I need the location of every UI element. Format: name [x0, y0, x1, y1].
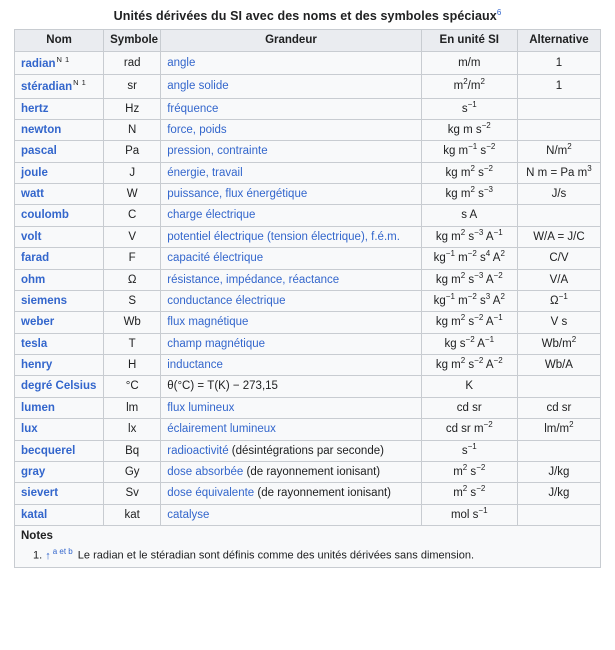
cell-alternative-expression [517, 504, 600, 525]
unit-name-link[interactable]: degré Celsius [21, 380, 97, 393]
note-number: 1. [33, 550, 46, 563]
cell-si-expression: $s^{-1}$ [421, 98, 517, 119]
cell-unit-symbol: Hz [104, 98, 161, 119]
cell-si-expression: $s^{-1}$ [421, 440, 517, 461]
unit-name-link[interactable]: newton [21, 123, 62, 136]
column-header-alternative: Alternative [517, 30, 600, 52]
quantity-plain-text: θ(°C) = T(K) − 273,15 [167, 380, 278, 393]
cell-quantity[interactable] [161, 162, 421, 183]
cell-unit-symbol: J [104, 162, 161, 183]
cell-alternative-expression: C/V [517, 248, 600, 269]
unit-name-link[interactable]: sievert [21, 487, 59, 500]
cell-si-expression: $kg^{-1}$ $m^{-2}$ $s^4$ $A^2$ [421, 248, 517, 269]
cell-quantity[interactable] [161, 290, 421, 311]
notes-list [21, 546, 594, 564]
quantity-link[interactable]: angle [167, 57, 196, 70]
cell-si-expression: cd sr $m^{-2}$ [421, 419, 517, 440]
table-row [15, 355, 601, 376]
cell-unit-name[interactable] [15, 269, 104, 290]
caption-reference-link[interactable]: 6 [496, 8, 502, 17]
table-row [15, 141, 601, 162]
table-row [15, 440, 601, 461]
unit-name-link[interactable]: becquerel [21, 444, 76, 457]
cell-si-expression: kg $s^{-2}$ $A^{-1}$ [421, 333, 517, 354]
cell-si-expression: kg $m^2$ $s^{-3}$ $A^{-2}$ [421, 269, 517, 290]
cell-alternative-expression: J/s [517, 184, 600, 205]
cell-alternative-expression: J/kg [517, 483, 600, 504]
cell-si-expression: cd sr [421, 397, 517, 418]
cell-alternative-expression: 1 [517, 52, 600, 75]
cell-unit-name[interactable] [15, 141, 104, 162]
cell-unit-name[interactable] [15, 483, 104, 504]
column-header-symbole: Symbole [104, 30, 161, 52]
quantity-link[interactable]: charge électrique [167, 209, 256, 222]
table-row [15, 205, 601, 226]
unit-name-link[interactable]: joule [21, 166, 48, 179]
quantity-plain-text: (de rayonnement ionisant) [243, 465, 381, 478]
cell-quantity[interactable] [161, 75, 421, 98]
cell-quantity[interactable] [161, 52, 421, 75]
table-row [15, 333, 601, 354]
unit-name-link[interactable]: lumen [21, 401, 55, 414]
cell-quantity[interactable] [161, 205, 421, 226]
cell-si-expression: mol $s^{-1}$ [421, 504, 517, 525]
unit-name-link[interactable]: farad [21, 252, 50, 265]
cell-alternative-expression [517, 98, 600, 119]
cell-si-expression: $m^2/m^2$ [421, 75, 517, 98]
unit-name-link[interactable]: hertz [21, 102, 49, 115]
cell-quantity[interactable] [161, 461, 421, 482]
quantity-plain-text: (de rayonnement ionisant) [254, 487, 392, 500]
cell-alternative-expression: N m = Pa $m^3$ [517, 162, 600, 183]
table-row [15, 184, 601, 205]
cell-unit-name[interactable] [15, 205, 104, 226]
cell-si-expression: kg $m^2$ $s^{-2}$ $A^{-2}$ [421, 355, 517, 376]
cell-alternative-expression: $\Omega^{-1}$ [517, 290, 600, 311]
cell-unit-symbol: T [104, 333, 161, 354]
cell-quantity[interactable] [161, 312, 421, 333]
quantity-link[interactable]: champ magnétique [167, 337, 266, 350]
cell-si-expression: m/m [421, 52, 517, 75]
unit-name-link[interactable]: gray [21, 465, 46, 478]
cell-si-expression: kg $m^2$ $s^{-2}$ $A^{-1}$ [421, 312, 517, 333]
cell-si-expression: s A [421, 205, 517, 226]
cell-unit-name[interactable] [15, 119, 104, 140]
quantity-link[interactable]: radioactivité [167, 444, 229, 457]
unit-name-link[interactable]: weber [21, 316, 55, 329]
cell-quantity[interactable] [161, 141, 421, 162]
cell-quantity[interactable] [161, 397, 421, 418]
cell-quantity[interactable] [161, 504, 421, 525]
cell-unit-symbol: sr [104, 75, 161, 98]
cell-unit-name[interactable] [15, 504, 104, 525]
quantity-link[interactable]: flux magnétique [167, 316, 249, 329]
cell-alternative-expression [517, 119, 600, 140]
table-row [15, 397, 601, 418]
cell-alternative-expression: V/A [517, 269, 600, 290]
cell-si-expression: $m^2$ $s^{-2}$ [421, 461, 517, 482]
table-caption [14, 0, 601, 29]
cell-unit-symbol: H [104, 355, 161, 376]
cell-alternative-expression: J/kg [517, 461, 600, 482]
cell-unit-symbol: S [104, 290, 161, 311]
unit-name-link[interactable]: radian [21, 57, 56, 70]
quantity-link[interactable]: conductance électrique [167, 294, 286, 307]
cell-alternative-expression: cd sr [517, 397, 600, 418]
cell-si-expression: kg $m^2$ $s^{-2}$ [421, 162, 517, 183]
cell-quantity[interactable] [161, 269, 421, 290]
quantity-link[interactable]: angle solide [167, 80, 229, 93]
cell-alternative-expression: Wb/A [517, 355, 600, 376]
cell-quantity[interactable] [161, 483, 421, 504]
table-row [15, 461, 601, 482]
note-text: Le radian et le stéradian sont définis comme des unités dérivées sans dimension. [74, 550, 475, 563]
table-row [15, 290, 601, 311]
cell-unit-symbol: Bq [104, 440, 161, 461]
cell-unit-symbol: Gy [104, 461, 161, 482]
cell-unit-name[interactable] [15, 355, 104, 376]
cell-si-expression: kg m $s^{-2}$ [421, 119, 517, 140]
quantity-link[interactable]: flux lumineux [167, 401, 235, 414]
cell-alternative-expression [517, 205, 600, 226]
table-row [15, 119, 601, 140]
footnote-marker[interactable]: N 1 [73, 78, 87, 88]
cell-alternative-expression [517, 440, 600, 461]
quantity-plain-text: (désintégrations par seconde) [228, 444, 384, 457]
cell-alternative-expression [517, 376, 600, 397]
table-row [15, 504, 601, 525]
cell-alternative-expression: W/A = J/C [517, 226, 600, 247]
column-header-grandeur: Grandeur [161, 30, 421, 52]
unit-name-link[interactable]: siemens [21, 294, 68, 307]
cell-unit-symbol: Ω [104, 269, 161, 290]
quantity-link[interactable]: catalyse [167, 508, 210, 521]
quantity-link[interactable]: potentiel électrique (tension électrique), f.é.m. [167, 230, 400, 243]
cell-alternative-expression: $N/m^2$ [517, 141, 600, 162]
cell-unit-symbol: °C [104, 376, 161, 397]
cell-unit-symbol: lx [104, 419, 161, 440]
cell-unit-symbol: N [104, 119, 161, 140]
cell-unit-name[interactable] [15, 248, 104, 269]
quantity-link[interactable]: fréquence [167, 102, 219, 115]
cell-unit-symbol: kat [104, 504, 161, 525]
cell-unit-name[interactable] [15, 184, 104, 205]
unit-name-link[interactable]: ohm [21, 273, 46, 286]
cell-unit-name[interactable] [15, 75, 104, 98]
notes-row [15, 526, 601, 568]
cell-si-expression: $kg^{-1}$ $m^{-2}$ $s^3$ $A^2$ [421, 290, 517, 311]
cell-si-expression: kg $m^2$ $s^{-3}$ $A^{-1}$ [421, 226, 517, 247]
cell-unit-name[interactable] [15, 162, 104, 183]
quantity-link[interactable]: énergie, travail [167, 166, 243, 179]
cell-si-expression: K [421, 376, 517, 397]
table-row [15, 376, 601, 397]
note-backlink-arrow-icon[interactable]: ↑ [45, 550, 51, 563]
cell-quantity[interactable] [161, 184, 421, 205]
cell-quantity[interactable] [161, 98, 421, 119]
cell-alternative-expression: 1 [517, 75, 600, 98]
table-row [15, 248, 601, 269]
cell-unit-symbol: lm [104, 397, 161, 418]
cell-quantity[interactable] [161, 419, 421, 440]
quantity-link[interactable]: résistance, impédance, réactance [167, 273, 340, 286]
note-item [33, 546, 594, 564]
table-row [15, 226, 601, 247]
cell-alternative-expression: $Wb/m^2$ [517, 333, 600, 354]
cell-quantity[interactable] [161, 333, 421, 354]
quantity-link[interactable]: dose équivalente [167, 487, 255, 500]
cell-unit-name[interactable] [15, 52, 104, 75]
cell-unit-name[interactable] [15, 226, 104, 247]
notes-cell [15, 526, 601, 568]
cell-unit-symbol: Sv [104, 483, 161, 504]
cell-unit-symbol: Wb [104, 312, 161, 333]
cell-unit-name[interactable] [15, 98, 104, 119]
unit-name-link[interactable]: stéradian [21, 81, 73, 94]
table-row [15, 162, 601, 183]
cell-quantity[interactable] [161, 355, 421, 376]
cell-si-expression: kg $m^2$ $s^{-3}$ [421, 184, 517, 205]
column-header-nom: Nom [15, 30, 104, 52]
table-row [15, 312, 601, 333]
quantity-link[interactable]: capacité électrique [167, 252, 264, 265]
footnote-marker[interactable]: N 1 [56, 55, 70, 65]
table-body [15, 52, 601, 526]
cell-si-expression: kg $m^{-1}$ $s^{-2}$ [421, 141, 517, 162]
quantity-link[interactable]: dose absorbée [167, 465, 244, 478]
cell-si-expression: $m^2$ $s^{-2}$ [421, 483, 517, 504]
table-row [15, 75, 601, 98]
cell-unit-name[interactable] [15, 376, 104, 397]
cell-unit-symbol: Pa [104, 141, 161, 162]
table-header-row [15, 30, 601, 52]
si-derived-units-table [14, 29, 601, 568]
quantity-link[interactable]: éclairement lumineux [167, 423, 276, 436]
column-header-si: En unité SI [421, 30, 517, 52]
cell-quantity[interactable] [161, 226, 421, 247]
cell-unit-name[interactable] [15, 440, 104, 461]
quantity-link[interactable]: puissance, flux énergétique [167, 188, 308, 201]
unit-name-link[interactable]: volt [21, 230, 42, 243]
table-row [15, 52, 601, 75]
cell-unit-symbol: W [104, 184, 161, 205]
cell-unit-name[interactable] [15, 312, 104, 333]
cell-unit-name[interactable] [15, 419, 104, 440]
cell-unit-symbol: rad [104, 52, 161, 75]
table-row [15, 269, 601, 290]
cell-unit-name[interactable] [15, 461, 104, 482]
unit-name-link[interactable]: lux [21, 423, 38, 436]
unit-name-link[interactable]: katal [21, 508, 48, 521]
cell-alternative-expression: V s [517, 312, 600, 333]
cell-alternative-expression: $lm/m^2$ [517, 419, 600, 440]
unit-name-link[interactable]: coulomb [21, 209, 69, 222]
cell-quantity [161, 376, 421, 397]
cell-unit-name[interactable] [15, 290, 104, 311]
cell-quantity[interactable] [161, 119, 421, 140]
quantity-link[interactable]: force, poids [167, 123, 227, 136]
note-backreference-marks[interactable]: a et b [52, 547, 73, 557]
table-row [15, 419, 601, 440]
cell-unit-name[interactable] [15, 333, 104, 354]
unit-name-link[interactable]: henry [21, 359, 53, 372]
unit-name-link[interactable]: pascal [21, 145, 57, 158]
cell-unit-symbol: V [104, 226, 161, 247]
unit-name-link[interactable]: watt [21, 188, 44, 201]
cell-unit-symbol: C [104, 205, 161, 226]
caption-text: Unités dérivées du SI avec des noms et des symboles spéciaux [113, 9, 497, 24]
cell-unit-name[interactable] [15, 397, 104, 418]
cell-unit-symbol: F [104, 248, 161, 269]
cell-quantity[interactable] [161, 248, 421, 269]
table-row [15, 483, 601, 504]
unit-name-link[interactable]: tesla [21, 337, 48, 350]
notes-title: Notes [21, 530, 53, 543]
table-row [15, 98, 601, 119]
quantity-link[interactable]: inductance [167, 359, 223, 372]
quantity-link[interactable]: pression, contrainte [167, 145, 268, 158]
cell-quantity[interactable] [161, 440, 421, 461]
